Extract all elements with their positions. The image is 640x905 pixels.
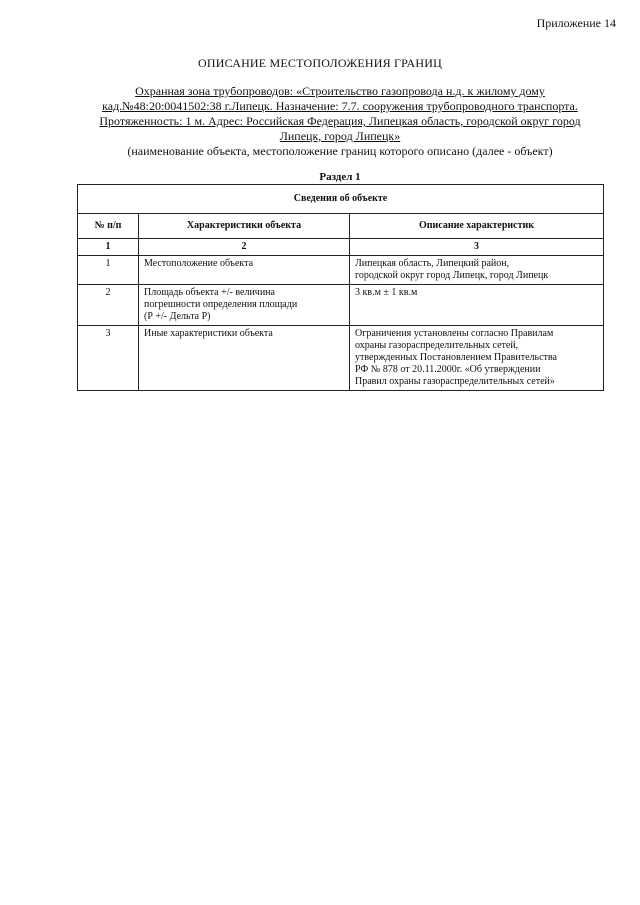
description-line: РФ № 878 от 20.11.2000г. «Об утверждении xyxy=(355,364,541,375)
table-header-row xyxy=(78,214,604,239)
description-line: 3 кв.м ± 1 кв.м xyxy=(355,287,418,298)
object-line-3: Протяженность: 1 м. Адрес: Российская Федерация, Липецкая область, городской округ город xyxy=(99,114,581,128)
appendix-label: Приложение 14 xyxy=(536,16,616,30)
characteristic-line: (Р +/- Дельта Р) xyxy=(144,311,211,322)
object-line-2: кад.№48:20:0041502:38 г.Липецк. Назначение: 7.7. сооружения трубопроводного транспорта. xyxy=(102,99,578,113)
object-info-table xyxy=(77,184,604,391)
table-caption-row xyxy=(78,185,604,214)
header-description: Описание характеристик xyxy=(350,214,604,239)
row-number: 1 xyxy=(78,256,139,285)
column-number-2: 2 xyxy=(139,239,350,256)
row-characteristic xyxy=(139,326,350,391)
row-number: 3 xyxy=(78,326,139,391)
characteristic-line: погрешности определения площади xyxy=(144,299,298,310)
table-row xyxy=(78,256,604,285)
characteristic-line: Местоположение объекта xyxy=(144,258,254,269)
row-characteristic xyxy=(139,256,350,285)
object-line-1: Охранная зона трубопроводов: «Строительство газопровода н.д. к жилому дому xyxy=(135,84,545,98)
column-number-1: 1 xyxy=(78,239,139,256)
table-row xyxy=(78,326,604,391)
object-description xyxy=(72,84,608,159)
object-line-4: Липецк, город Липецк» xyxy=(279,129,401,143)
header-characteristic: Характеристики объекта xyxy=(139,214,350,239)
row-characteristic xyxy=(139,285,350,326)
row-number: 2 xyxy=(78,285,139,326)
description-line: утвержденных Постановлением Правительства xyxy=(355,352,557,363)
characteristic-line: Площадь объекта +/- величина xyxy=(144,287,275,298)
description-line: Ограничения установлены согласно Правилам xyxy=(355,328,554,339)
row-description xyxy=(350,256,604,285)
column-numbering-row xyxy=(78,239,604,256)
object-note: (наименование объекта, местоположение границ которого описано (далее - объект) xyxy=(127,144,553,158)
document-title: ОПИСАНИЕ МЕСТОПОЛОЖЕНИЯ ГРАНИЦ xyxy=(198,56,442,70)
characteristic-line: Иные характеристики объекта xyxy=(144,328,273,339)
table-caption: Сведения об объекте xyxy=(78,185,604,214)
column-number-3: 3 xyxy=(350,239,604,256)
description-line: Липецкая область, Липецкий район, xyxy=(355,258,510,269)
description-line: городской округ город Липецк, город Липецк xyxy=(355,270,549,281)
section-title: Раздел 1 xyxy=(319,171,361,183)
row-description xyxy=(350,285,604,326)
description-line: Правил охраны газораспределительных сетей» xyxy=(355,376,555,387)
row-description xyxy=(350,326,604,391)
description-line: охраны газораспределительных сетей, xyxy=(355,340,519,351)
table-row xyxy=(78,285,604,326)
header-number: № п/п xyxy=(78,214,139,239)
